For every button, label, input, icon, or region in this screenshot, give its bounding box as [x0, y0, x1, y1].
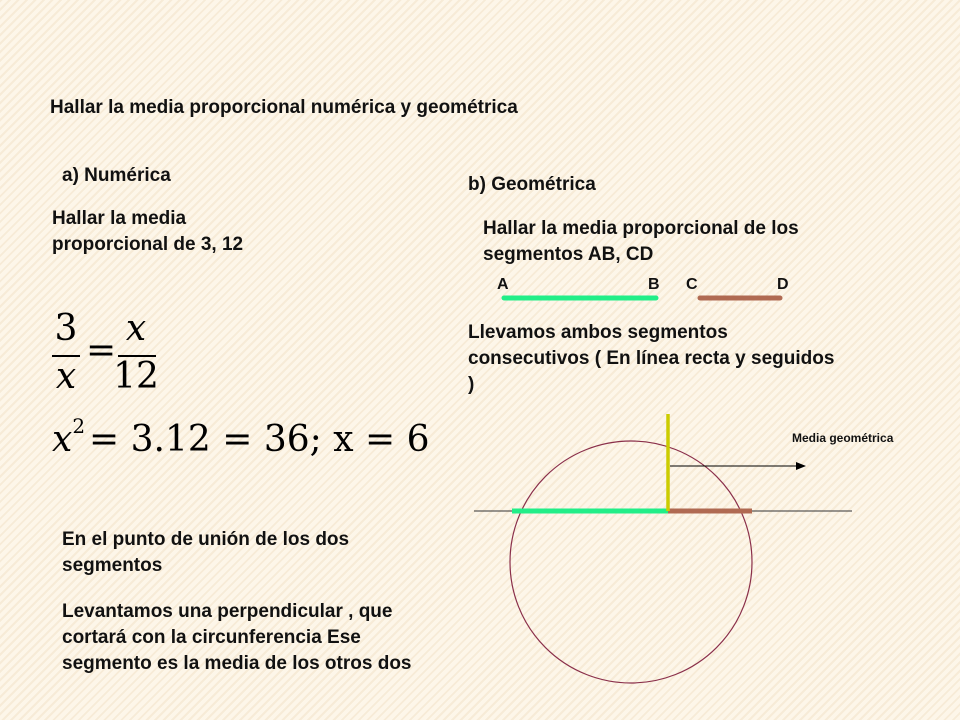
geometric-prompt: Hallar la media proporcional de los segmentos AB, CD [483, 218, 799, 265]
geometric-mean-annotation: Media geométrica [792, 431, 894, 445]
slide-title: Hallar la media proporcional numérica y geométrica [50, 97, 518, 118]
eq2-rest: = 3.12 = 36; x = 6 [89, 419, 430, 460]
point-a-label: A [497, 276, 509, 293]
conclusion-p2: Levantamos una perpendicular , que cortará con la circunferencia Ese segmento es la media de los otros dos [62, 601, 412, 674]
numeric-prompt: Hallar la media proporcional de 3, 12 [52, 208, 244, 255]
conclusion-p1: En el punto de unión de los dos segmentos [62, 529, 350, 576]
eq2-exponent: 2 [72, 414, 86, 438]
point-c-label: C [686, 276, 698, 293]
point-b-label: B [648, 276, 660, 293]
geometric-step: Llevamos ambos segmentos consecutivos ( En línea recta y seguidos ) [468, 322, 835, 395]
eq2-base: x [52, 419, 73, 460]
eq1-rhs-denominator: 12 [113, 356, 159, 397]
eq1-lhs-denominator: x [55, 356, 77, 397]
point-d-label: D [777, 276, 789, 293]
eq1-rhs-numerator: x [125, 308, 147, 349]
numeric-heading: a) Numérica [62, 165, 171, 186]
eq1-lhs-numerator: 3 [54, 308, 78, 349]
eq1-equals: = [86, 330, 117, 371]
circumference [510, 441, 752, 683]
geometric-heading: b) Geométrica [468, 174, 596, 195]
